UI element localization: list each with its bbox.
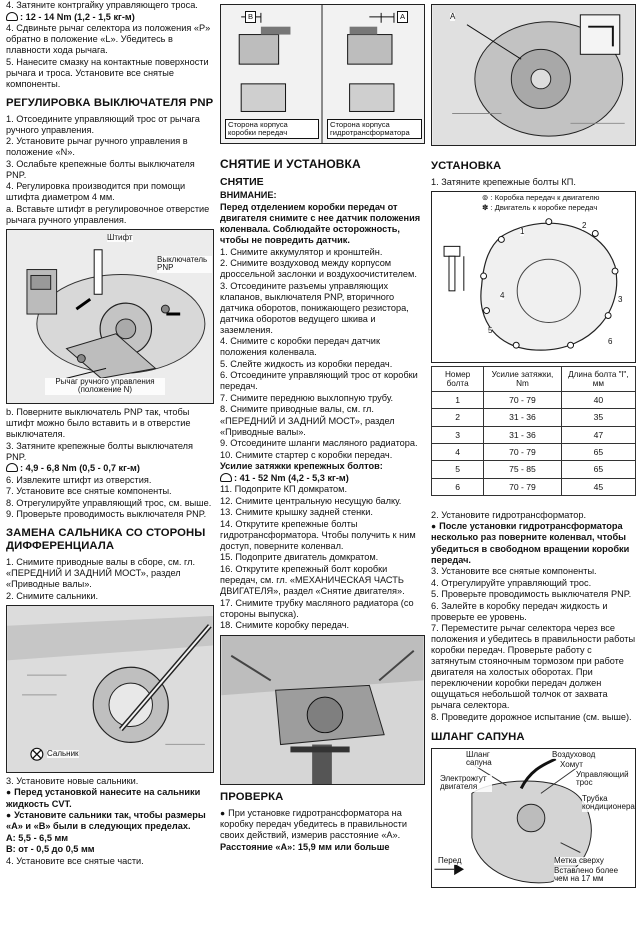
column-middle: [220, 0, 425, 950]
step: 4. Регулировка производится при помощи штифта диаметром 4 мм.: [6, 181, 186, 203]
step: 1. Затяните крепежные болты КП.: [431, 176, 576, 187]
figure-bolt-layout: [431, 191, 636, 363]
step: 11. Подоприте КП домкратом.: [220, 484, 348, 495]
step: 2. Снимите воздуховод между корпусом дроссельной заслонки и воздухоочистителем.: [220, 258, 417, 280]
table-cell: 47: [561, 426, 635, 443]
section-title-removal-installation: СНЯТИЕ И УСТАНОВКА: [220, 157, 361, 171]
label-pin: Штифт: [107, 233, 133, 243]
step: 9. Отсоедините шланги масляного радиатора.: [220, 438, 418, 449]
table-row: [432, 478, 636, 495]
step: 6. Залейте в коробку передач жидкость и проверьте ее уровень.: [431, 600, 608, 622]
torque-wrench-icon: [6, 463, 18, 472]
table-row: [432, 426, 636, 443]
warning-text: Перед отделением коробки передач от двигателя снимите с нее датчик положения коленвала. Соблюдайте осторожность, чтобы не повредить датчик.: [220, 201, 421, 246]
step: 8. Отрегулируйте управляющий трос, см. выше.: [6, 497, 212, 508]
text-line: 4. Затяните контргайку управляющего троса.: [6, 0, 198, 10]
step: b. Поверните выключатель PNP так, чтобы штифт можно было вставить и в отверстие выключателя.: [6, 407, 191, 440]
table-row: [432, 443, 636, 460]
step: 3. Затяните крепежные болты выключателя PNP.: [6, 440, 194, 462]
table-cell: 5: [432, 461, 484, 478]
bolt-number: 4: [500, 291, 505, 301]
text-line: 4. Сдвиньте рычаг селектора из положения «P» обратно в положение «L». Убедитесь в плавности хода рычага.: [6, 23, 211, 56]
label-dimension-b: B: [245, 11, 256, 23]
dimension: A: 5,5 - 6,5 мм: [6, 832, 69, 843]
label-front: Перед: [438, 856, 462, 865]
table-cell: 70 - 79: [484, 392, 562, 409]
table-cell: 65: [561, 443, 635, 460]
legend-engine-to-gearbox: ✽ : Двигатель к коробке передач: [482, 203, 598, 213]
label-distance-a: A: [450, 12, 456, 21]
bullet-note: ● При установке гидротрансформатора на коробку передач убедитесь в правильности своих действий, измерив расстояние «A».: [220, 808, 425, 841]
step: 7. Установите все снятые компоненты.: [6, 486, 172, 497]
torque-label: Усилие затяжки крепежных болтов:: [220, 461, 383, 472]
torque-wrench-icon: [6, 12, 18, 21]
section-title-seal: ЗАМЕНА САЛЬНИКА СО СТОРОНЫ ДИФФЕРЕНЦИАЛА: [6, 527, 206, 553]
bolt-number: 2: [582, 221, 587, 231]
step: 1. Снимите аккумулятор и кронштейн.: [220, 246, 383, 257]
distance-spec: Расстояние «A»: 15,9 мм или больше: [220, 841, 390, 852]
table-row: [432, 461, 636, 478]
step: 9. Проверьте проводимость выключателя PNP.: [6, 509, 207, 520]
torque-spec: : 4,9 - 6,8 Nm (0,5 - 0,7 кг-м): [6, 463, 214, 474]
table-header: Длина болта "l", мм: [561, 367, 635, 392]
step: 2. Установите гидротрансформатор.: [431, 509, 587, 520]
table-cell: 6: [432, 478, 484, 495]
step: 4. Снимите с коробки передач датчик положения коленвала.: [220, 336, 380, 358]
section-title-installation: УСТАНОВКА: [431, 160, 502, 172]
figure-gearbox-removal: [220, 635, 425, 785]
torque-wrench-icon: [220, 473, 232, 482]
warning-label: ВНИМАНИЕ:: [220, 190, 277, 201]
seal-removal-drawing: [7, 606, 213, 772]
step: 13. Снимите крышку задней стенки.: [220, 507, 373, 518]
step: 3. Установите все снятые компоненты.: [431, 566, 597, 577]
table-cell: 35: [561, 409, 635, 426]
step: 5. Проверьте проводимость выключателя PNP.: [431, 589, 632, 600]
step: a. Вставьте штифт в регулировочное отверстие рычага ручного управления.: [6, 203, 210, 226]
label-engine-harness: Электрожгут двигателя: [440, 775, 492, 792]
column-right: [431, 0, 636, 950]
label-gearbox-side: Сторона корпуса коробки передач: [225, 119, 319, 139]
label-dimension-a: A: [397, 11, 408, 23]
table-header: Номер болта: [432, 367, 484, 392]
section-title-pnp: РЕГУЛИРОВКА ВЫКЛЮЧАТЕЛЯ PNP: [6, 96, 214, 109]
label-control-cable: Управляющий трос: [576, 771, 636, 788]
step: 10. Снимите стартер с коробки передач.: [220, 449, 393, 460]
label-manual-lever: Рычаг ручного управления (положение N): [45, 378, 165, 395]
bolt-number: 5: [488, 326, 493, 336]
step: 3. Ослабьте крепежные болты выключателя PNP.: [6, 158, 195, 180]
table-header-row: [432, 367, 636, 392]
step: 16. Открутите крепежный болт коробки передач, см. гл. «МЕХАНИЧЕСКАЯ ЧАСТЬ ДВИГАТЕЛЯ», раздел «Снятие двигателя».: [220, 563, 405, 596]
table-header: Усилие затяжки, Nm: [484, 367, 562, 392]
label-air-duct: Воздуховод: [552, 750, 596, 759]
label-converter-side: Сторона корпуса гидротрансформатора: [327, 119, 422, 139]
section-title-breather-hose: ШЛАНГ САПУНА: [431, 731, 525, 744]
torque-spec: : 12 - 14 Nm (1,2 - 1,5 кг-м): [6, 12, 214, 23]
step: 18. Снимите коробку передач.: [220, 620, 350, 631]
step: 15. Подоприте двигатель домкратом.: [220, 552, 379, 563]
step: 8. Снимите приводные валы, см. гл. «ПЕРЕДНИЙ И ЗАДНИЙ МОСТ», раздел «Приводные валы».: [220, 404, 395, 437]
bolt-number: 6: [608, 337, 613, 347]
table-cell: 65: [561, 461, 635, 478]
step: 3. Отсоедините разъемы управляющих клапанов, выключателя PNP, вторичного датчика оборотов, понижающего резистора, датчика оборотов ведущего шкива и заземления.: [220, 280, 409, 335]
step: 4. Установите все снятые части.: [6, 855, 144, 866]
label-seal: Сальник: [47, 748, 79, 758]
table-cell: 70 - 79: [484, 443, 562, 460]
table-cell: 75 - 85: [484, 461, 562, 478]
table-cell: 45: [561, 478, 635, 495]
bolt-torque-table: [431, 366, 636, 496]
step: 5. Слейте жидкость из коробки передач.: [220, 358, 393, 369]
label-insertion-depth: Вставлено более чем на 17 мм: [554, 867, 634, 884]
table-cell: 70 - 79: [484, 478, 562, 495]
bolt-number: 1: [520, 227, 525, 237]
step: 7. Снимите переднюю выхлопную трубу.: [220, 392, 394, 403]
bolt-number: 3: [618, 295, 623, 305]
table-cell: 31 - 36: [484, 426, 562, 443]
table-cell: 2: [432, 409, 484, 426]
table-row: [432, 409, 636, 426]
step: 6. Извлеките штифт из отверстия.: [6, 474, 152, 485]
step: 14. Открутите крепежные болты гидротрансформатора. Чтобы получить к ним доступ, поверните коленвал.: [220, 518, 416, 551]
figure-seal-removal: [6, 605, 214, 773]
dimension: B: от - 0,5 до 0,5 мм: [6, 844, 95, 855]
label-top-mark: Метка сверху: [554, 857, 634, 865]
table-cell: 3: [432, 426, 484, 443]
column-left: [6, 0, 214, 950]
figure-converter-distance: [431, 4, 636, 146]
bolt-layout-drawing: [432, 192, 635, 362]
subsection-removal: СНЯТИЕ: [220, 175, 264, 188]
bullet-note: ● Перед установкой нанесите на сальники жидкость CVT.: [6, 787, 214, 809]
step: 6. Отсоедините управляющий трос от коробки передач.: [220, 370, 418, 392]
section-title-check: ПРОВЕРКА: [220, 791, 284, 804]
figure-pnp-switch: [6, 229, 214, 404]
step: 1. Отсоедините управляющий трос от рычага ручного управления.: [6, 113, 200, 135]
label-clamp: Хомут: [560, 760, 583, 769]
table-cell: 1: [432, 392, 484, 409]
figure-seal-dimensions: [220, 4, 425, 144]
gearbox-removal-drawing: [221, 636, 424, 784]
label-breather-hose: Шланг сапуна: [466, 751, 506, 768]
step: 7. Переместите рычаг селектора через все положения и убедитесь в правильности работы коробки передач. Проверьте работу с затянутым стояночным тормозом при работе двигателя на холостых оборотах. При переключении коробки передач должен ощущаться небольшой толчок от захвата рычага селектора.: [431, 623, 636, 711]
step: 1. Снимите приводные валы в сборе, см. гл. «ПЕРЕДНИЙ И ЗАДНИЙ МОСТ», раздел «Приводные валы».: [6, 557, 196, 590]
table-cell: 4: [432, 443, 484, 460]
legend-gearbox-to-engine: ⊚ : Коробка передач к двигателю: [482, 193, 600, 203]
label-pnp-switch: Выключатель PNP: [157, 256, 212, 273]
figure-breather-hose: [431, 748, 636, 888]
table-row: [432, 392, 636, 409]
step: 12. Снимите центральную несущую балку.: [220, 495, 402, 506]
torque-spec: : 41 - 52 Nm (4,2 - 5,3 кг-м): [220, 473, 425, 484]
label-ac-tube: Трубка кондиционера: [582, 794, 635, 812]
step: 3. Установите новые сальники.: [6, 775, 139, 786]
step: 4. Отрегулируйте управляющий трос.: [431, 577, 592, 588]
text-line: 5. Нанесите смазку на контактные поверхности рычага и троса. Установите все снятые компоненты.: [6, 56, 209, 89]
step: 17. Снимите трубку масляного радиатора (со стороны выпуска).: [220, 597, 414, 619]
step: 8. Проведите дорожное испытание (см. выше).: [431, 711, 632, 722]
converter-distance-drawing: [432, 5, 635, 145]
table-cell: 31 - 36: [484, 409, 562, 426]
bullet-note: ● После установки гидротрансформатора несколько раз поверните коленвал, чтобы убедиться в свободном вращении коробки передач.: [431, 521, 636, 565]
table-cell: 40: [561, 392, 635, 409]
bullet-note: ● Установите сальники так, чтобы размеры «A» и «B» были в следующих пределах.: [6, 810, 214, 832]
step: 2. Установите рычаг ручного управления в положение «N».: [6, 136, 188, 158]
step: 2. Снимите сальники.: [6, 590, 99, 601]
